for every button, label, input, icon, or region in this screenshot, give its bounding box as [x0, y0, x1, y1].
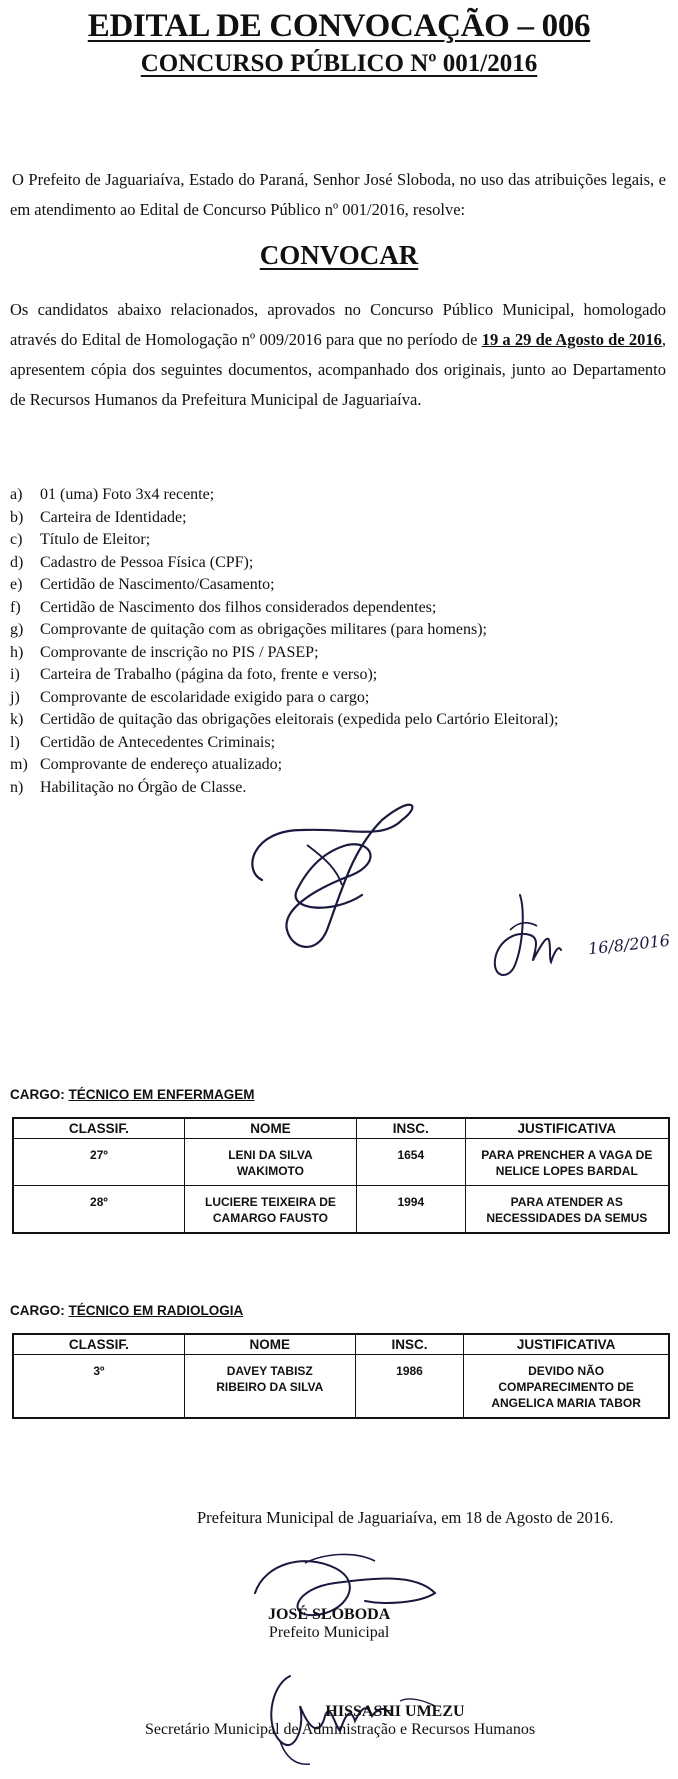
signer-2	[120, 1703, 560, 1739]
list-item-text: Carteira de Identidade;	[40, 508, 187, 526]
list-item-letter: k)	[10, 711, 24, 728]
list-item	[10, 754, 670, 777]
body-paragraph	[10, 295, 666, 415]
cargo-label: CARGO:	[10, 1303, 69, 1318]
list-item	[10, 619, 670, 642]
table-cell: LENI DA SILVA WAKIMOTO	[184, 1139, 356, 1186]
table-cell: DEVIDO NÃO COMPARECIMENTO DE ANGELICA MARIA TABOR	[464, 1355, 669, 1419]
list-item	[10, 642, 670, 665]
list-item-text: Carteira de Trabalho (página da foto, frente e verso);	[40, 666, 378, 683]
list-item-text: Certidão de Antecedentes Criminais;	[40, 733, 276, 751]
table-row	[13, 1186, 669, 1234]
list-item-letter: d)	[10, 553, 24, 571]
initials-signature-image	[232, 800, 432, 960]
list-item	[10, 732, 670, 755]
action-heading: CONVOCAR	[259, 240, 419, 270]
list-item-letter: m)	[10, 756, 28, 773]
table-cell: PARA PRENCHER A VAGA DE NELICE LOPES BARDAL	[465, 1139, 669, 1186]
list-item-letter: n)	[10, 778, 24, 796]
table-cell: LUCIERE TEIXEIRA DE CAMARGO FAUSTO	[184, 1186, 356, 1234]
list-item-text: Cadastro de Pessoa Física (CPF);	[40, 553, 254, 571]
place-date: Prefeitura Municipal de Jaguariaíva, em 18 de Agosto de 2016.	[197, 1508, 614, 1527]
list-item-letter: f)	[10, 598, 21, 616]
list-item	[10, 687, 670, 710]
column-header: NOME	[184, 1118, 356, 1139]
list-item-letter: h)	[10, 643, 24, 661]
handwritten-date: 16/8/2016	[587, 930, 671, 959]
list-item-letter: l)	[10, 733, 20, 751]
candidates-table-2	[12, 1333, 670, 1419]
column-header: JUSTIFICATIVA	[465, 1118, 669, 1139]
cargo-label: CARGO:	[10, 1087, 69, 1102]
list-item-text: Comprovante de quitação com as obrigações militares (para homens);	[40, 621, 487, 638]
list-item-text: 01 (uma) Foto 3x4 recente;	[40, 486, 215, 503]
list-item-letter: b)	[10, 508, 24, 526]
body-text-part2: , apresentem cópia dos seguintes documentos, acompanhado dos originais, junto ao Departamento de Recursos Humanos da Prefeitura Municipal de Jaguariaíva.	[10, 330, 666, 409]
column-header: JUSTIFICATIVA	[464, 1334, 669, 1355]
list-item-letter: e)	[10, 576, 23, 593]
handwritten-initials-image	[485, 890, 595, 985]
list-item	[10, 552, 670, 575]
column-header: NOME	[184, 1334, 355, 1355]
cargo-heading-1	[10, 1087, 255, 1102]
list-item	[10, 597, 670, 620]
table-cell: 1654	[357, 1139, 466, 1186]
list-item-letter: a)	[10, 486, 23, 503]
column-header: CLASSIF.	[13, 1118, 184, 1139]
candidates-table-1	[12, 1117, 670, 1234]
list-item-text: Certidão de quitação das obrigações eleitorais (expedida pelo Cartório Eleitoral);	[40, 711, 559, 728]
table-header-row	[13, 1118, 669, 1139]
list-item	[10, 777, 670, 800]
list-item-text: Habilitação no Órgão de Classe.	[40, 778, 247, 796]
table-cell: DAVEY TABISZ RIBEIRO DA SILVA	[184, 1355, 355, 1419]
list-item-letter: j)	[10, 688, 20, 706]
table-cell: 1994	[357, 1186, 466, 1234]
table-cell: 27º	[13, 1139, 184, 1186]
list-item	[10, 507, 670, 530]
document-subtitle: CONCURSO PÚBLICO Nº 001/2016	[140, 50, 538, 77]
table-cell: 3º	[13, 1355, 184, 1419]
column-header: INSC.	[357, 1118, 466, 1139]
list-item	[10, 709, 670, 732]
signer-1-name: JOSÉ SLOBODA	[268, 1606, 391, 1623]
list-item-text: Certidão de Nascimento dos filhos considerados dependentes;	[40, 598, 437, 616]
list-item-letter: g)	[10, 621, 24, 638]
list-item-text: Comprovante de endereço atualizado;	[40, 756, 283, 773]
column-header: CLASSIF.	[13, 1334, 184, 1355]
convocation-period: 19 a 29 de Agosto de 2016	[481, 330, 662, 349]
list-item-text: Certidão de Nascimento/Casamento;	[40, 576, 275, 593]
list-item	[10, 574, 670, 597]
list-item	[10, 484, 670, 507]
table-row	[13, 1355, 669, 1419]
body-text-part1: Os candidatos abaixo relacionados, aprovados no Concurso Público Municipal, homologado através do Edital de Homologação nº 009/2016 para que no período de	[10, 300, 666, 349]
list-item-letter: i)	[10, 666, 20, 683]
cargo-heading-2	[10, 1303, 243, 1318]
table-header-row	[13, 1334, 669, 1355]
signer-1-title: Prefeito Municipal	[268, 1624, 390, 1641]
table-cell: 1986	[355, 1355, 463, 1419]
list-item-text: Comprovante de inscrição no PIS / PASEP;	[40, 643, 319, 661]
intro-paragraph: O Prefeito de Jaguariaíva, Estado do Paraná, Senhor José Sloboda, no uso das atribuições legais, e em atendimento ao Edital de Concurso Público nº 001/2016, resolve:	[10, 170, 666, 219]
list-item	[10, 529, 670, 552]
list-item	[10, 664, 670, 687]
table-cell: 28º	[13, 1186, 184, 1234]
cargo-name: TÉCNICO EM RADIOLOGIA	[68, 1303, 244, 1318]
list-item-text: Comprovante de escolaridade exigido para o cargo;	[40, 688, 370, 706]
document-list	[10, 484, 670, 799]
list-item-text: Título de Eleitor;	[40, 531, 151, 548]
signer-2-name: HISSASHI UMEZU	[325, 1703, 465, 1720]
column-header: INSC.	[355, 1334, 463, 1355]
document-title: EDITAL DE CONVOCAÇÃO – 006	[87, 8, 591, 44]
list-item-letter: c)	[10, 531, 23, 548]
signer-2-title: Secretário Municipal de Administração e Recursos Humanos	[144, 1721, 536, 1738]
table-row	[13, 1139, 669, 1186]
table-cell: PARA ATENDER AS NECESSIDADES DA SEMUS	[465, 1186, 669, 1234]
signer-1	[268, 1606, 390, 1642]
cargo-name: TÉCNICO EM ENFERMAGEM	[68, 1087, 255, 1102]
